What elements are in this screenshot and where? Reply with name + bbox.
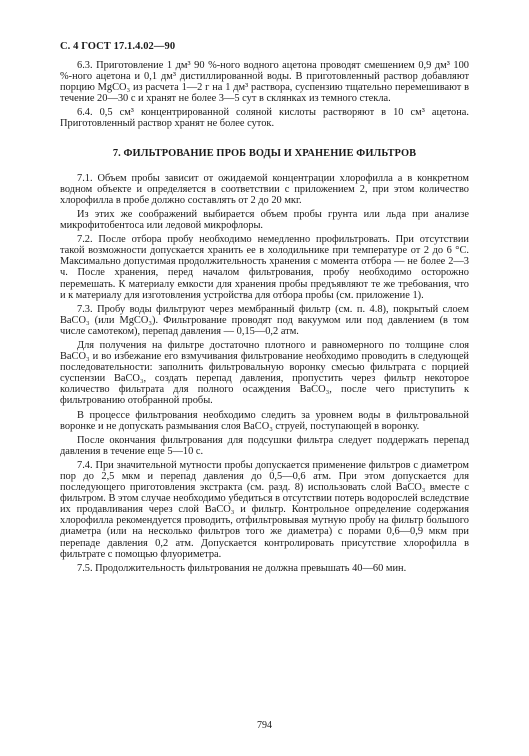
paragraph-sample-volume: Из этих же соображений выбирается объем пробы грунта или льда при анализе микрофитобентоса или ледовой микрофлоры. [60,208,469,232]
page-content [60,60,469,574]
running-header: С. 4 ГОСТ 17.1.4.02—90 [60,41,176,52]
paragraph-6-3: 6.3. Приготовление 1 дм³ 90 %-ного водного ацетона проводят смешением 0,9 дм³ 100 %-ного ацетона и 0,1 дм³ дистиллированной воды. В приготовленный раствор добавляют порцию MgCO₃ из расчета 1—2 г на 1 дм³ раствора, суспензию тщательно перемешивают в течение 20—30 с и хранят не более 3—5 сут в склянках из темного стекла. [60,60,469,105]
paragraph-7-3: 7.3. Пробу воды фильтруют через мембранный фильтр (см. п. 4.8), покрытый слоем BaCO₃ (или MgCO₃). Фильтрование проводят под вакуумом или под давлением (в том числе самотеком), перепад давления — 0,15—0,2 атм. [60,303,469,337]
paragraph-drying: После окончания фильтрования для подсушки фильтра следует поддержать перепад давления в течение еще 5—10 с. [60,434,469,457]
paragraph-7-2: 7.2. После отбора пробу необходимо немедленно профильтровать. При отсутствии такой возможности допускается хранить ее в холодильнике при температуре от 2 до 6 °С. Максимально допустимая продолжительность хранения с момента отбора — не более 2—3 ч. После хранения, перед началом фильтрования, пробу необходимо осторожно перемешать. К материалу емкости для хранения пробы предъявляют те же требования, что и к материалу для изготовления устройства для отбора пробы (см. приложение 1). [60,234,469,301]
paragraph-filtration-order: Для получения на фильтре достаточно плотного и равномерного по толщине слоя BaCO₃ и во избежание его взмучивания фильтрование необходимо проводить в следующей последовательности: заполнить фильтровальную воронку смесью фильтрата с порцией суспензии BaCO₃, создать перепад давления, пропустить через фильтр некоторое количество фильтрата для полного осаждения BaCO₃, после чего приступить к фильтрованию отобранной пробы. [60,339,469,407]
page-number: 794 [257,720,272,731]
paragraph-water-level: В процессе фильтрования необходимо следить за уровнем воды в фильтровальной воронке и не допускать размывания слоя BaCO₃ струей, поступающей в воронку. [60,409,469,432]
paragraph-7-5: 7.5. Продолжительность фильтрования не должна превышать 40—60 мин. [77,562,407,574]
paragraph-7-1: 7.1. Объем пробы зависит от ожидаемой концентрации хлорофилла a в конкретном водном объекте и определяется в соответствии с приложением 2, при этом количество хлорофилла в пробе должно составлять от 2 до 20 мкг. [60,172,469,206]
section-title: 7. ФИЛЬТРОВАНИЕ ПРОБ ВОДЫ И ХРАНЕНИЕ ФИЛЬТРОВ [112,147,417,159]
paragraph-6-4: 6.4. 0,5 см³ концентрированной соляной кислоты растворяют в 10 см³ ацетона. Приготовленный раствор хранят не более суток. [60,107,469,130]
paragraph-7-4: 7.4. При значительной мутности пробы допускается применение фильтров с диаметром пор до 2,5 мкм и перепад давления до 0,5—0,6 атм. При этом допускается для последующего приготовления экстракта (см. разд. 8) использовать слой BaCO₃ вместе с фильтром. В этом случае необходимо убедиться в отсутствии потерь водорослей вследствие их продавливания через слой BaCO₃ и фильтр. Контрольное определение содержания хлорофилла рекомендуется проводить, отфильтровывая мутную пробу на фильтр большого диаметра (или на несколько фильтров того же диаметра) с порами 0,6—0,9 мкм при перепаде давления 0,2 атм. Допускается контролировать присутствие хлорофилла в фильтрате с помощью флуориметра. [60,459,469,560]
